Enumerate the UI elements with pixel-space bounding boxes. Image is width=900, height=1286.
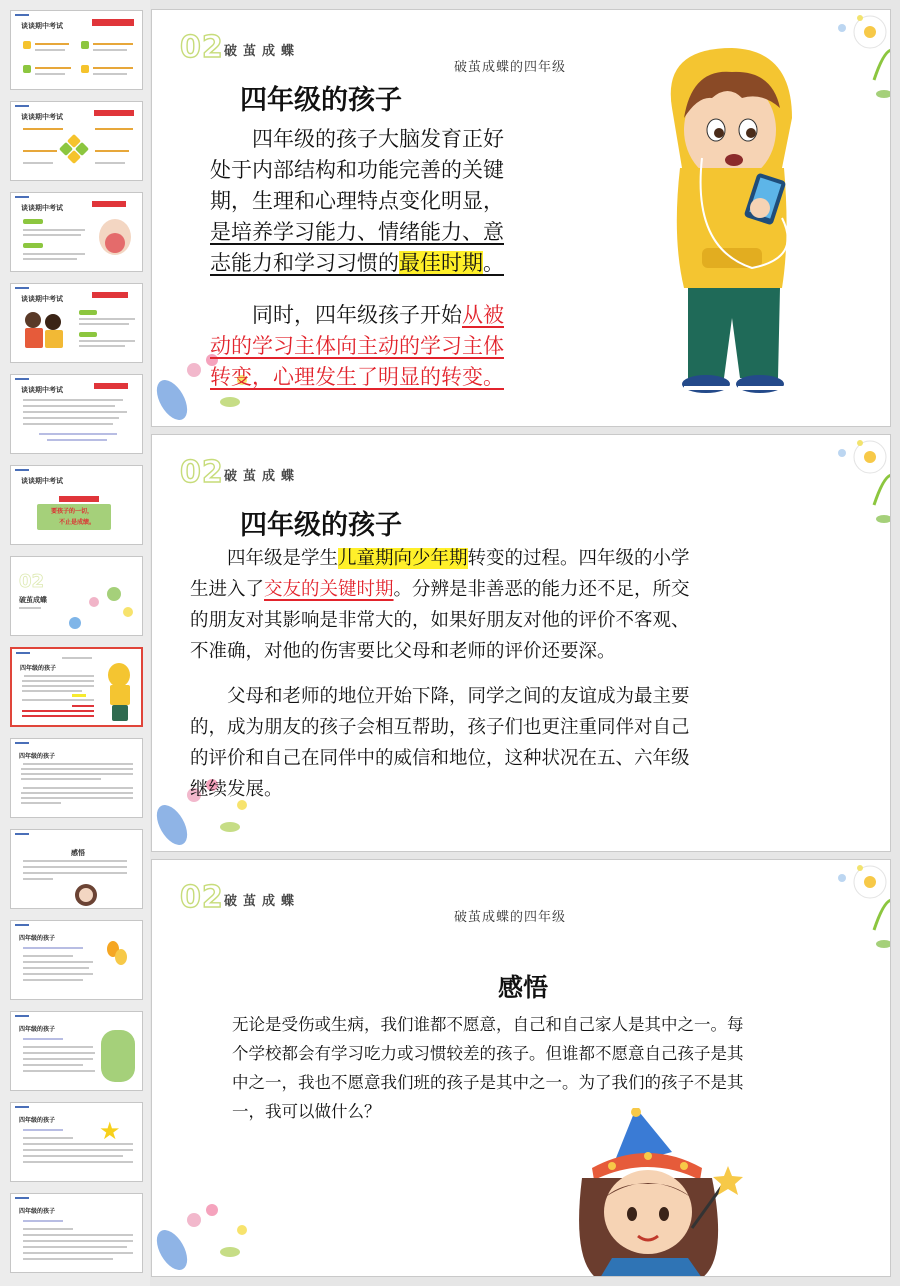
thumb-title: 感悟 [71,849,85,857]
text-line: 不准确，对他的伤害要比父母和老师的评价还要深。 [190,641,616,662]
underlined-text: 是培养学习能力、情绪能力、意 [210,220,504,244]
slide-thumbnail-10[interactable] [10,829,143,909]
section-title: 破茧成蝶 [224,44,301,59]
highlighted-text: 儿童期向少年期 [338,548,468,569]
thumb-title: 破茧成蝶 [19,596,47,604]
thumb-title: 谈谈期中考试 [21,477,63,485]
thumb-title: 四年级的孩子 [19,1026,56,1033]
highlighted-text: 最佳时期 [399,251,483,275]
thumb-title: 谈谈期中考试 [21,113,63,121]
section-title: 破茧成蝶 [224,469,301,484]
text-line: 期，生理和心理特点变化明显， [210,189,504,213]
slide-subtitle: 破茧成蝶的四年级 [454,60,567,75]
red-underlined-text: 交友的关键时期 [264,579,394,600]
text-line: 的，成为朋友的孩子会相互帮助，孩子们也更注重同伴对自己 [190,717,690,738]
slide-thumbnail-12[interactable] [10,1011,143,1091]
slide-thumbnail-11[interactable] [10,920,143,1000]
text-line: 同时，四年级孩子开始 [210,303,462,327]
slide-thumbnail-5[interactable] [10,374,143,454]
paragraph-2 [190,681,890,805]
thumb-title: 四年级的孩子 [19,753,56,760]
star-icon: ★ [99,1117,121,1145]
thumb-text-2: 不止是成绩。 [59,519,96,526]
slide-thumbnail-9[interactable] [10,738,143,818]
thumb-title: 四年级的孩子 [20,665,57,672]
text-span: 。分辨是非善恶的能力还不足，所交 [393,579,690,600]
red-underlined-text: 转变，心理发生了明显的转变。 [210,365,504,389]
text-line: 四年级的孩子大脑发育正好 [210,127,504,151]
slide-3 [151,859,891,1277]
paragraph-2 [210,300,590,393]
boy-with-phone-illustration [632,38,832,408]
flower-decoration-icon [802,435,891,545]
slide-heading: 四年级的孩子 [240,85,402,116]
text-line: 一，我可以做什么？ [232,1102,381,1121]
slide-thumbnail-4[interactable] [10,283,143,363]
leaf-decoration-icon [152,1190,262,1277]
red-underlined-text: 动的学习主体向主动的学习主体 [210,334,504,358]
slide-thumbnail-6[interactable] [10,465,143,545]
text-line: 的评价和自己在同伴中的威信和地位，这种状况在五、六年级 [190,748,690,769]
slide-thumbnail-1[interactable] [10,10,143,90]
slide-heading: 四年级的孩子 [240,510,402,541]
text-span: 四年级是学生 [190,548,339,569]
slide-thumbnail-8[interactable] [10,647,143,727]
text-line: 的朋友对其影响是非常大的，如果好朋友对他的评价不客观、 [190,610,690,631]
slide-thumbnail-14[interactable] [10,1193,143,1273]
slide-heading: 感悟 [498,973,549,1002]
text-span: 转变的过程。四年级的小学 [467,548,690,569]
slide-thumbnail-13[interactable] [10,1102,143,1182]
text-line: 父母和老师的地位开始下降，同学之间的友谊成为最主要 [190,686,690,707]
flower-decoration-icon [802,860,891,970]
thumb-title: 谈谈期中考试 [21,386,63,394]
thumb-title: 谈谈期中考试 [21,295,63,303]
text-line: 处于内部结构和功能完善的关键 [210,158,504,182]
logo [15,14,29,16]
text-span: 生进入了 [190,579,265,600]
thumb-title: 谈谈期中考试 [21,204,63,212]
slide-1 [151,9,891,427]
section-number: 02 [180,30,224,65]
text-line: 个学校都会有学习吃力或习惯较差的孩子。但谁都不愿意自己孩子是其 [232,1044,744,1063]
text-line: 继续发展。 [190,779,283,800]
paragraph-1 [190,543,890,667]
slide-thumbnail-2[interactable] [10,101,143,181]
thumb-title: 四年级的孩子 [19,1208,56,1215]
slide-thumbnail-panel [0,0,150,1286]
thumb-title: 四年级的孩子 [19,935,56,942]
thumb-title: 谈谈期中考试 [21,22,63,30]
thumb-title: 四年级的孩子 [19,1117,56,1124]
text-line: 中之一，我也不愿意我们班的孩子是其中之一。为了我们的孩子不是其 [232,1073,744,1092]
section-number: 02 [180,455,224,490]
slide-subtitle: 破茧成蝶的四年级 [454,910,567,925]
slide-thumbnail-7[interactable] [10,556,143,636]
slide-2 [151,434,891,852]
section-title: 破茧成蝶 [224,894,301,909]
thumb-text-1: 要孩子的一切， [51,508,94,515]
thumb-badge [92,19,134,26]
red-underlined-text: 从被 [462,303,504,327]
underlined-text: 。 [483,251,504,275]
section-number: 02 [180,880,224,915]
underlined-text: 志能力和学习习惯的 [210,251,399,275]
thumb-section-num: 02 [19,571,45,592]
girl-with-wand-illustration [552,1108,752,1277]
slide-thumbnail-3[interactable] [10,192,143,272]
paragraph-1 [210,124,570,279]
text-line: 无论是受伤或生病，我们谁都不愿意，自己和自己家人是其中之一。每 [232,1015,744,1034]
